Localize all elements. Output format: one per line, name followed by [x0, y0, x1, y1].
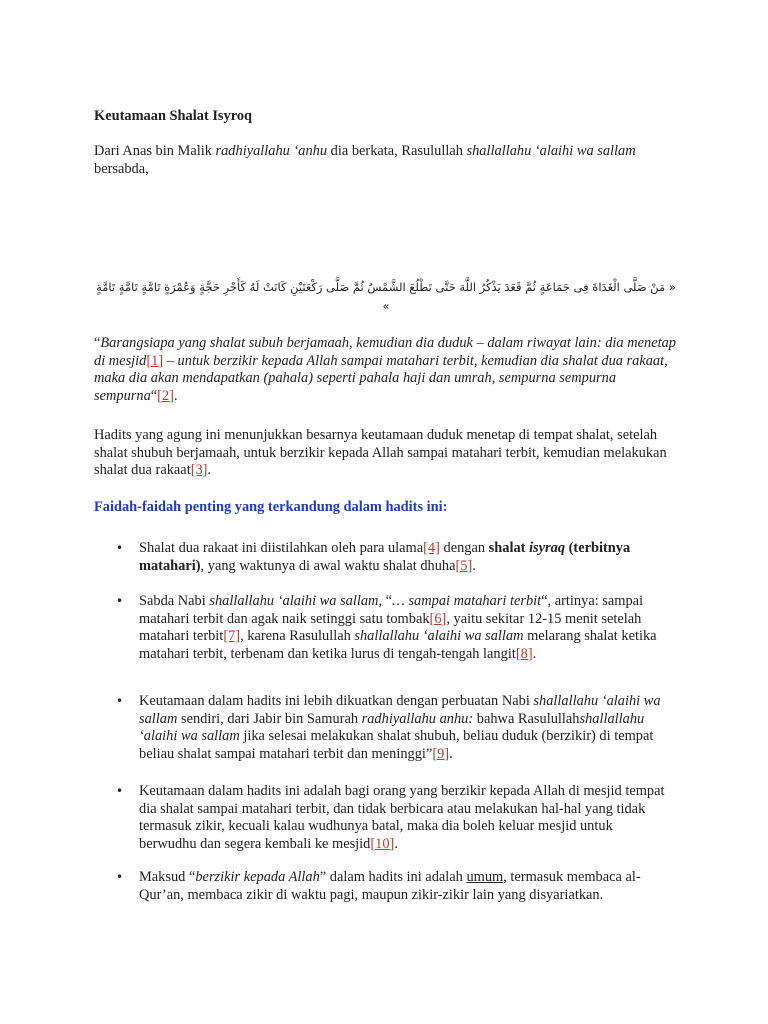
- list-item: • Shalat dua rakaat ini diistilahkan oleh para ulama[4] dengan shalat isyraq (terbitnya matahari), yang waktunya di awal waktu shalat dhuha[5].: [139, 540, 673, 575]
- footnote-link-8[interactable]: [8]: [515, 645, 533, 662]
- page-title: Keutamaan Shalat Isyroq: [94, 108, 253, 124]
- footnote-link-5[interactable]: [5]: [455, 557, 473, 574]
- footnote-link-10[interactable]: [10]: [370, 835, 395, 852]
- list-item: • Keutamaan dalam hadits ini adalah bagi orang yang berzikir kepada Allah di mesjid tempat dia shalat sampai matahari terbit, dan tidak berbicara atau melakukan hal-hal yang tidak termasuk zikir, kecuali kalau wudhunya batal, maka dia boleh keluar mesjid untuk berwudhu dan segera kembali ke mesjid[10].: [139, 783, 673, 853]
- list-item: • Maksud “berzikir kepada Allah” dalam hadits ini adalah umum, termasuk membaca al-Qur’an, membaca zikir di waktu pagi, maupun zikir-zikir lain yang disyariatkan.: [139, 869, 673, 904]
- footnote-link-6[interactable]: [6]: [429, 610, 447, 627]
- list-item: • Sabda Nabi shallallahu ‘alaihi wa sallam, “… sampai matahari terbit“, artinya: sampai matahari terbit dan agak naik setinggi satu tombak[6], yaitu sekitar 12-15 menit setelah matahari terbit[7], karena Rasulullah shallallahu ‘alaihi wa sallam melarang shalat ketika matahari terbit, terbenam dan ketika lurus di tengah-tengah langit[8].: [139, 593, 673, 663]
- footnote-link-9[interactable]: [9]: [432, 745, 450, 762]
- footnote-link-4[interactable]: [4]: [423, 540, 440, 556]
- section-heading: Faidah-faidah penting yang terkandung dalam hadits ini:: [94, 499, 448, 515]
- explanation-paragraph: Hadits yang agung ini menunjukkan besarnya keutamaan duduk menetap di tempat shalat, setelah shalat shubuh berjamaah, untuk berzikir kepada Allah sampai matahari terbit, kemudian melakukan shalat dua rakaat[3].: [94, 427, 667, 478]
- footnote-link-3[interactable]: [3]: [190, 462, 208, 478]
- footnote-link-7[interactable]: [7]: [223, 628, 241, 644]
- hadith-translation: “Barangsiapa yang shalat subuh berjamaah, kemudian dia duduk – dalam riwayat lain: dia menetap di mesjid[1] – untuk berzikir kepada Allah sampai matahari terbit, kemudian dia shalat dua rakaat, maka dia akan mendapatkan (pahala) seperti pahala haji dan umrah, sempurna sempurna sempurna“[2].: [94, 335, 676, 404]
- footnote-link-2[interactable]: [2]: [157, 387, 174, 404]
- footnote-link-1[interactable]: [1]: [146, 352, 164, 369]
- intro-paragraph: Dari Anas bin Malik radhiyallahu ‘anhu dia berkata, Rasulullah shallallahu ‘alaihi wa sallam bersabda,: [94, 143, 636, 177]
- arabic-hadith-text: « مَنْ صَلَّى الْغَدَاةَ فِى جَمَاعَةٍ ثُمَّ قَعَدَ يَذْكُرُ اللَّهَ حَتَّى تَطْلُعَ الشَّمْسُ ثُمَّ صَلَّى رَكْعَتَيْنِ كَانَتْ لَهُ كَأَجْرِ حَجَّةٍ وَعُمْرَةٍ تَامَّةٍ تَامَّةٍ تَامَّةٍ »: [96, 280, 676, 313]
- list-item: • Keutamaan dalam hadits ini lebih dikuatkan dengan perbuatan Nabi shallallahu ‘alaihi wa sallam sendiri, dari Jabir bin Samurah radhiyallahu anhu: bahwa Rasulullahshallallahu ‘alaihi wa sallam jika selesai melakukan shalat shubuh, beliau duduk (berzikir) di tempat beliau shalat sampai matahari terbit dan meninggi”[9].: [139, 693, 673, 763]
